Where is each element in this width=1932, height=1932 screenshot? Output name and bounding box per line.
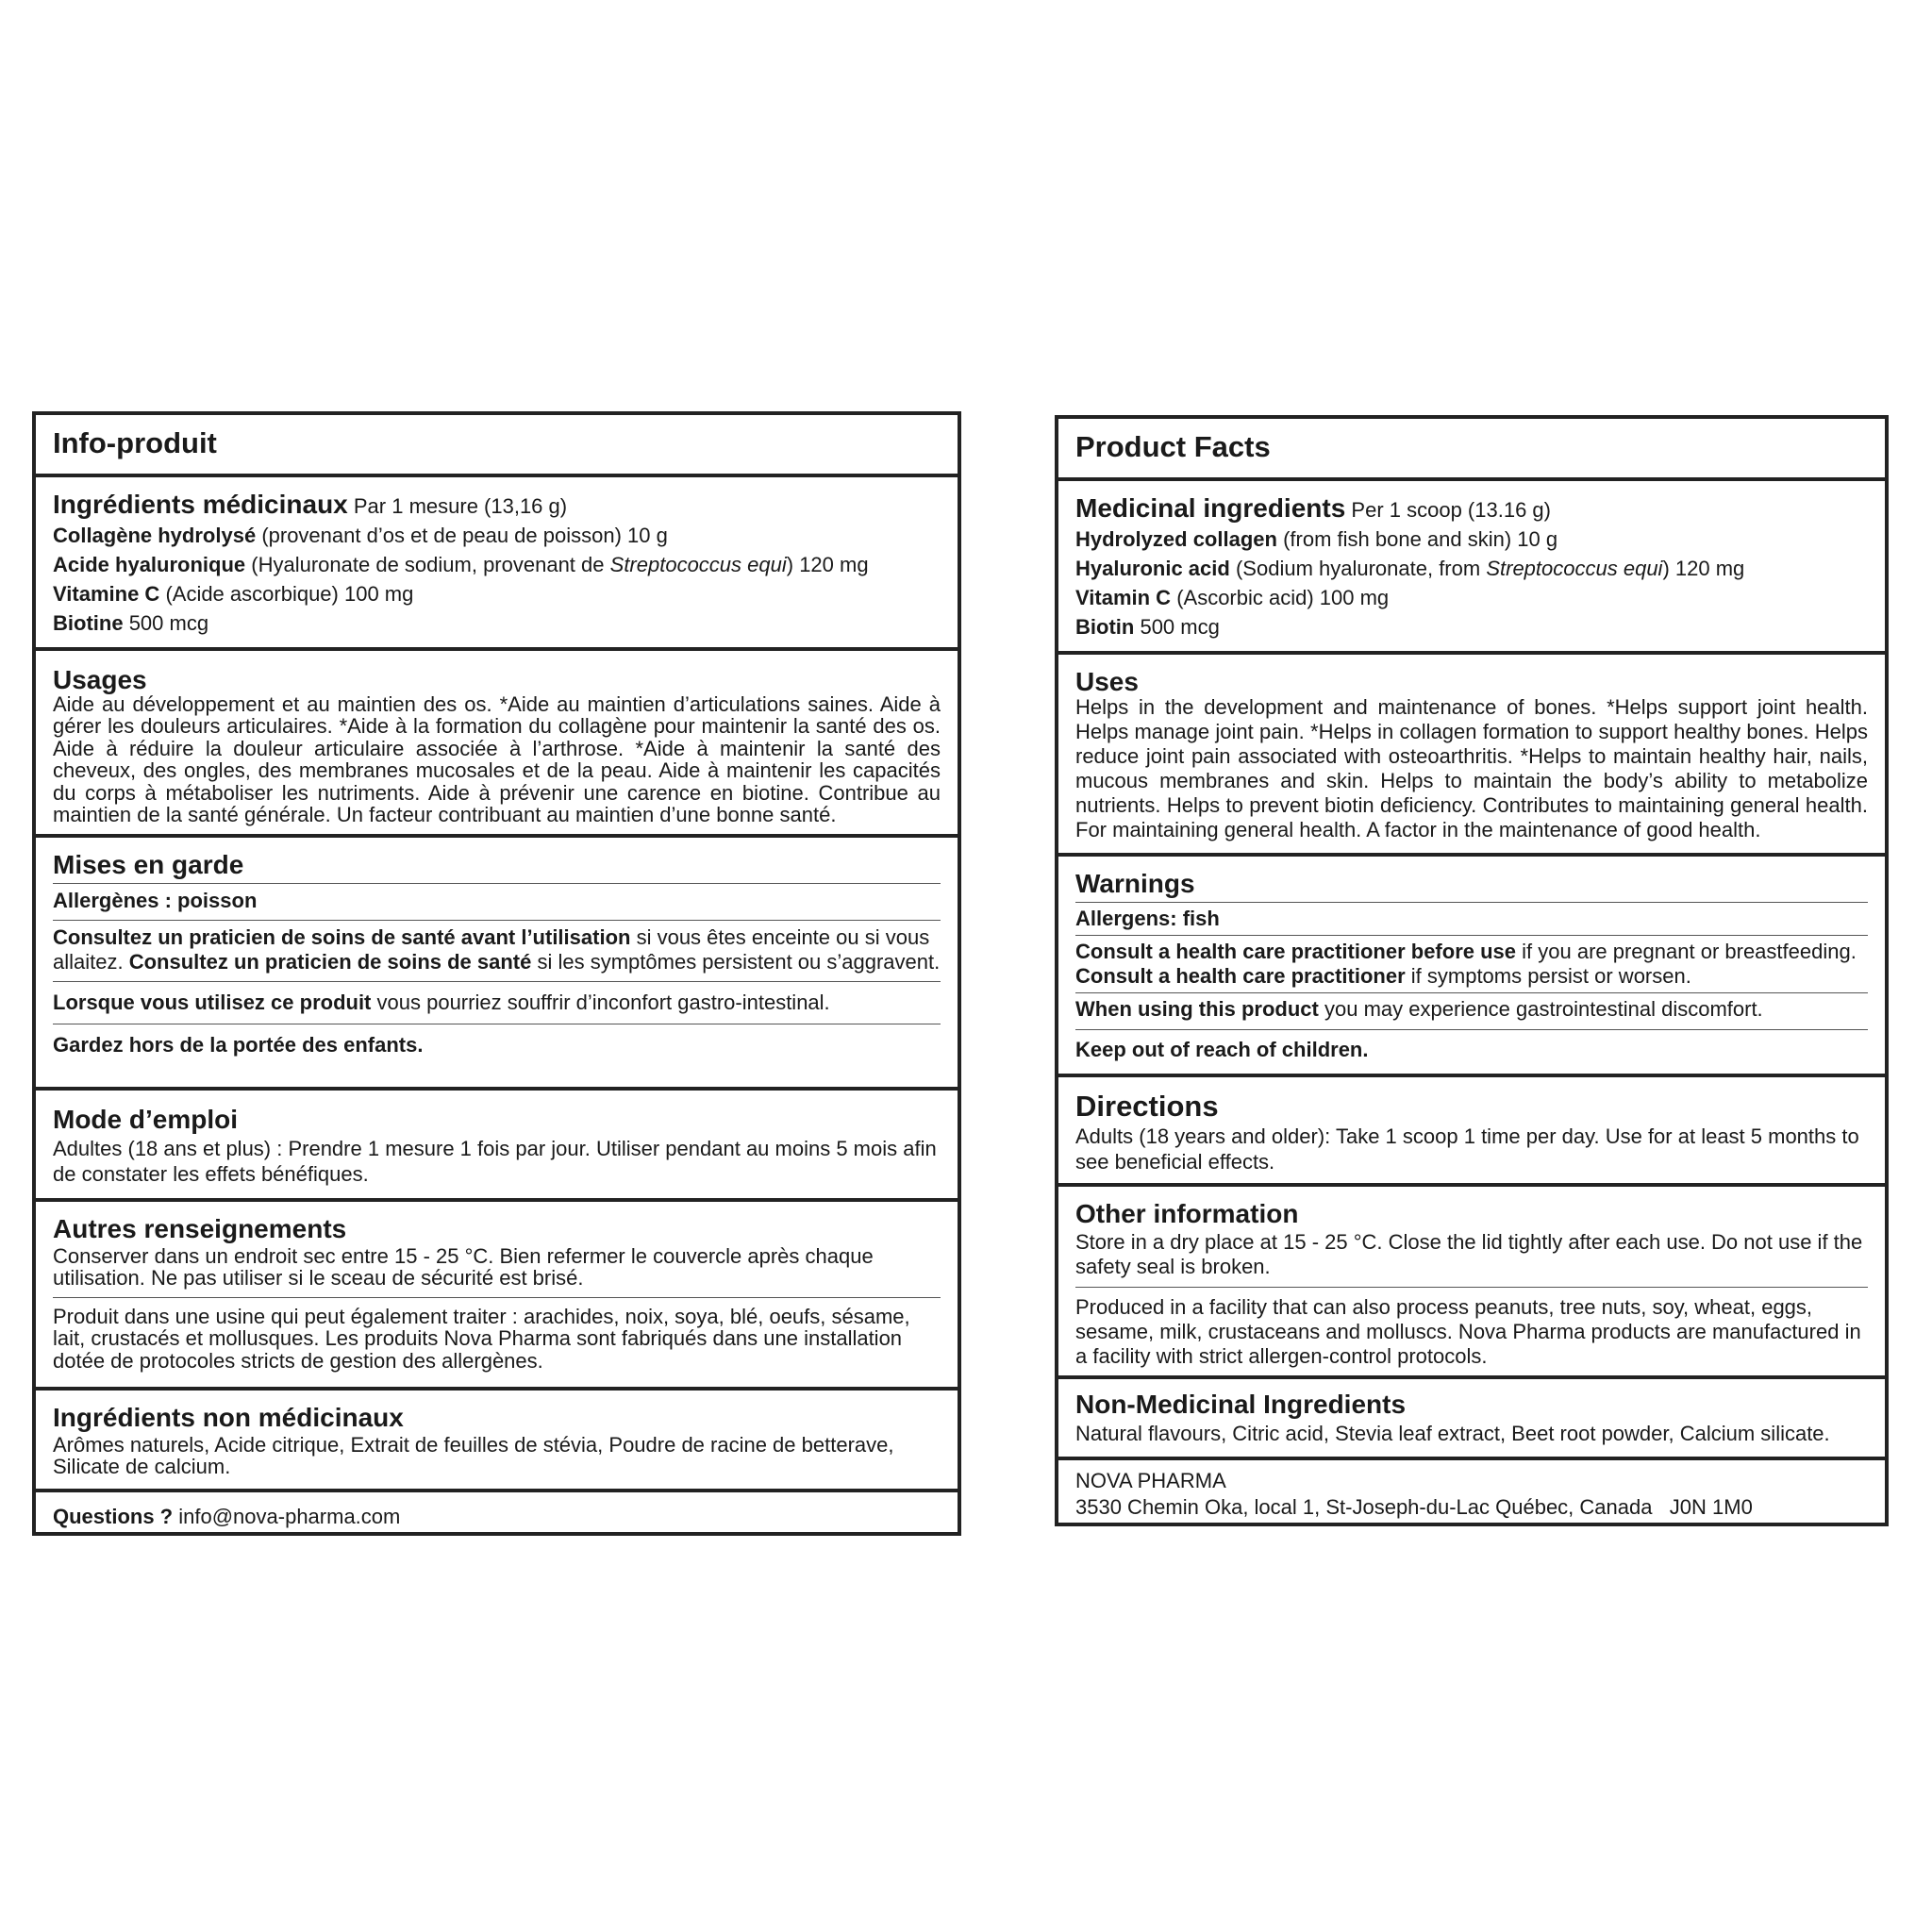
panel-title: Info-produit (53, 426, 217, 459)
children-warning: Keep out of reach of children. (1075, 1029, 1868, 1069)
ingredient-row: Biotine 500 mcg (53, 611, 209, 635)
section-heading: Non-Medicinal Ingredients (1075, 1390, 1407, 1419)
non-medicinal-text: Arômes naturels, Acide citrique, Extrait de feuilles de stévia, Poudre de racine de betterave, Silicate de calcium. (53, 1432, 894, 1479)
allergens-text: Allergens: fish (1075, 902, 1868, 935)
section-heading: Directions (1075, 1090, 1219, 1123)
warnings-section (1058, 853, 1885, 1074)
uses-section (1058, 651, 1885, 853)
children-warning: Gardez hors de la portée des enfants. (53, 1024, 941, 1064)
section-heading: Uses (1075, 667, 1139, 696)
medicinal-ingredients-section (36, 474, 958, 647)
section-heading: Medicinal ingredients (1075, 493, 1346, 523)
company-name: NOVA PHARMA (1075, 1469, 1226, 1492)
ingredient-row: Collagène hydrolysé (provenant d’os et de peau de poisson) 10 g (53, 524, 668, 547)
product-facts-panel-en (1055, 415, 1889, 1526)
section-heading: Mode d’emploi (53, 1105, 238, 1134)
ingredient-row: Vitamine C (Acide ascorbique) 100 mg (53, 582, 414, 606)
ingredient-row: Hydrolyzed collagen (from fish bone and skin) 10 g (1075, 527, 1558, 551)
consult-text: Consultez un praticien de soins de santé avant l’utilisation si vous êtes enceinte ou si vous allaitez. Consultez un praticien de soins de santé si les symptômes persistent ou s’aggravent. (53, 920, 941, 981)
ingredient-row: Biotin 500 mcg (1075, 615, 1220, 639)
warnings-section (36, 834, 958, 1087)
allergens-text: Allergènes : poisson (53, 883, 941, 920)
panel-title-section (36, 415, 958, 474)
facility-text: Produit dans une usine qui peut également traiter : arachides, noix, soya, blé, oeufs, sésame, lait, crustacés et mollusques. Les produits Nova Pharma sont fabriqués dans une installation dotée de protocoles stricts de gestion des allergènes. (53, 1297, 941, 1379)
directions-text: Adultes (18 ans et plus) : Prendre 1 mesure 1 fois par jour. Utiliser pendant au moins 5 mois afin de constater les effets bénéfiques. (53, 1136, 937, 1186)
medicinal-ingredients-section (1058, 477, 1885, 651)
section-heading: Warnings (1075, 869, 1195, 898)
questions-section (36, 1489, 958, 1536)
dose-per: Par 1 mesure (13,16 g) (353, 494, 568, 518)
directions-text: Adults (18 years and older): Take 1 scoop 1 time per day. Use for at least 5 months to see beneficial effects. (1075, 1124, 1859, 1174)
panel-title: Product Facts (1075, 430, 1271, 463)
section-heading: Autres renseignements (53, 1214, 347, 1243)
company-section (1058, 1457, 1885, 1528)
non-medicinal-section (1058, 1375, 1885, 1457)
section-heading: Ingrédients non médicinaux (53, 1403, 404, 1432)
company-address: 3530 Chemin Oka, local 1, St-Joseph-du-Lac Québec, Canada J0N 1M0 (1075, 1495, 1753, 1519)
section-heading: Mises en garde (53, 850, 244, 879)
non-medicinal-section (36, 1387, 958, 1489)
ingredient-row: Hyaluronic acid (Sodium hyaluronate, from Streptococcus equi) 120 mg (1075, 557, 1745, 580)
non-medicinal-text: Natural flavours, Citric acid, Stevia leaf extract, Beet root powder, Calcium silicate. (1075, 1421, 1830, 1445)
product-info-panel-fr (32, 411, 961, 1536)
consult-text: Consult a health care practitioner before use if you are pregnant or breastfeeding. Consult a health care practitioner if symptoms persist or worsen. (1075, 935, 1868, 992)
other-info-section (1058, 1183, 1885, 1375)
usage-warning: When using this product you may experience gastrointestinal discomfort. (1075, 992, 1868, 1029)
facility-text: Produced in a facility that can also process peanuts, tree nuts, soy, wheat, eggs, sesame, milk, crustaceans and molluscs. Nova Pharma products are manufactured in a facility with strict allergen-control protocols. (1075, 1287, 1868, 1375)
section-heading: Ingrédients médicinaux (53, 490, 348, 519)
storage-text: Store in a dry place at 15 - 25 °C. Close the lid tightly after each use. Do not use if the safety seal is broken. (1075, 1229, 1863, 1278)
usage-warning: Lorsque vous utilisez ce produit vous pourriez souffrir d’inconfort gastro-intestinal. (53, 981, 941, 1024)
ingredient-row: Acide hyaluronique (Hyaluronate de sodium, provenant de Streptococcus equi) 120 mg (53, 553, 869, 576)
contact-email: info@nova-pharma.com (178, 1505, 401, 1528)
directions-section (36, 1087, 958, 1198)
uses-text: Aide au développement et au maintien des os. *Aide au maintien d’articulations saines. Aide à gérer les douleurs articulaires. *Aide à la formation du collagène pour maintenir la santé des os. Aide à réduire la douleur articulaire associée à l’arthrose. *Aide à maintenir la santé des cheveux, des ongles, des membranes mucosales et de la peau. Aide à maintenir les capacités du corps à métaboliser les nutriments. Aide à prévenir une carence en biotine. Contribue au maintien de la santé générale. Un facteur contribuant au maintien d’une bonne santé. (53, 691, 941, 827)
section-heading: Other information (1075, 1199, 1299, 1228)
uses-text: Helps in the development and maintenance of bones. *Helps support joint health. Helps manage joint pain. *Helps in collagen formation to support healthy bones. Helps reduce joint pain associated with osteoarthritis. *Helps to maintain healthy hair, nails, mucous membranes and skin. Helps to maintain the body’s ability to metabolize nutrients. Helps to prevent biotin deficiency. Contributes to maintaining general health. For maintaining general health. A factor in the maintenance of good health. (1075, 694, 1868, 841)
storage-text: Conserver dans un endroit sec entre 15 - 25 °C. Bien refermer le couvercle après chaque utilisation. Ne pas utiliser si le sceau de sécurité est brisé. (53, 1243, 874, 1291)
ingredient-row: Vitamin C (Ascorbic acid) 100 mg (1075, 586, 1390, 609)
panel-title-section (1058, 419, 1885, 477)
other-info-section (36, 1198, 958, 1387)
dose-per: Per 1 scoop (13.16 g) (1351, 498, 1551, 522)
uses-section (36, 647, 958, 834)
questions-label: Questions ? (53, 1505, 174, 1528)
directions-section (1058, 1074, 1885, 1183)
section-heading: Usages (53, 665, 147, 694)
